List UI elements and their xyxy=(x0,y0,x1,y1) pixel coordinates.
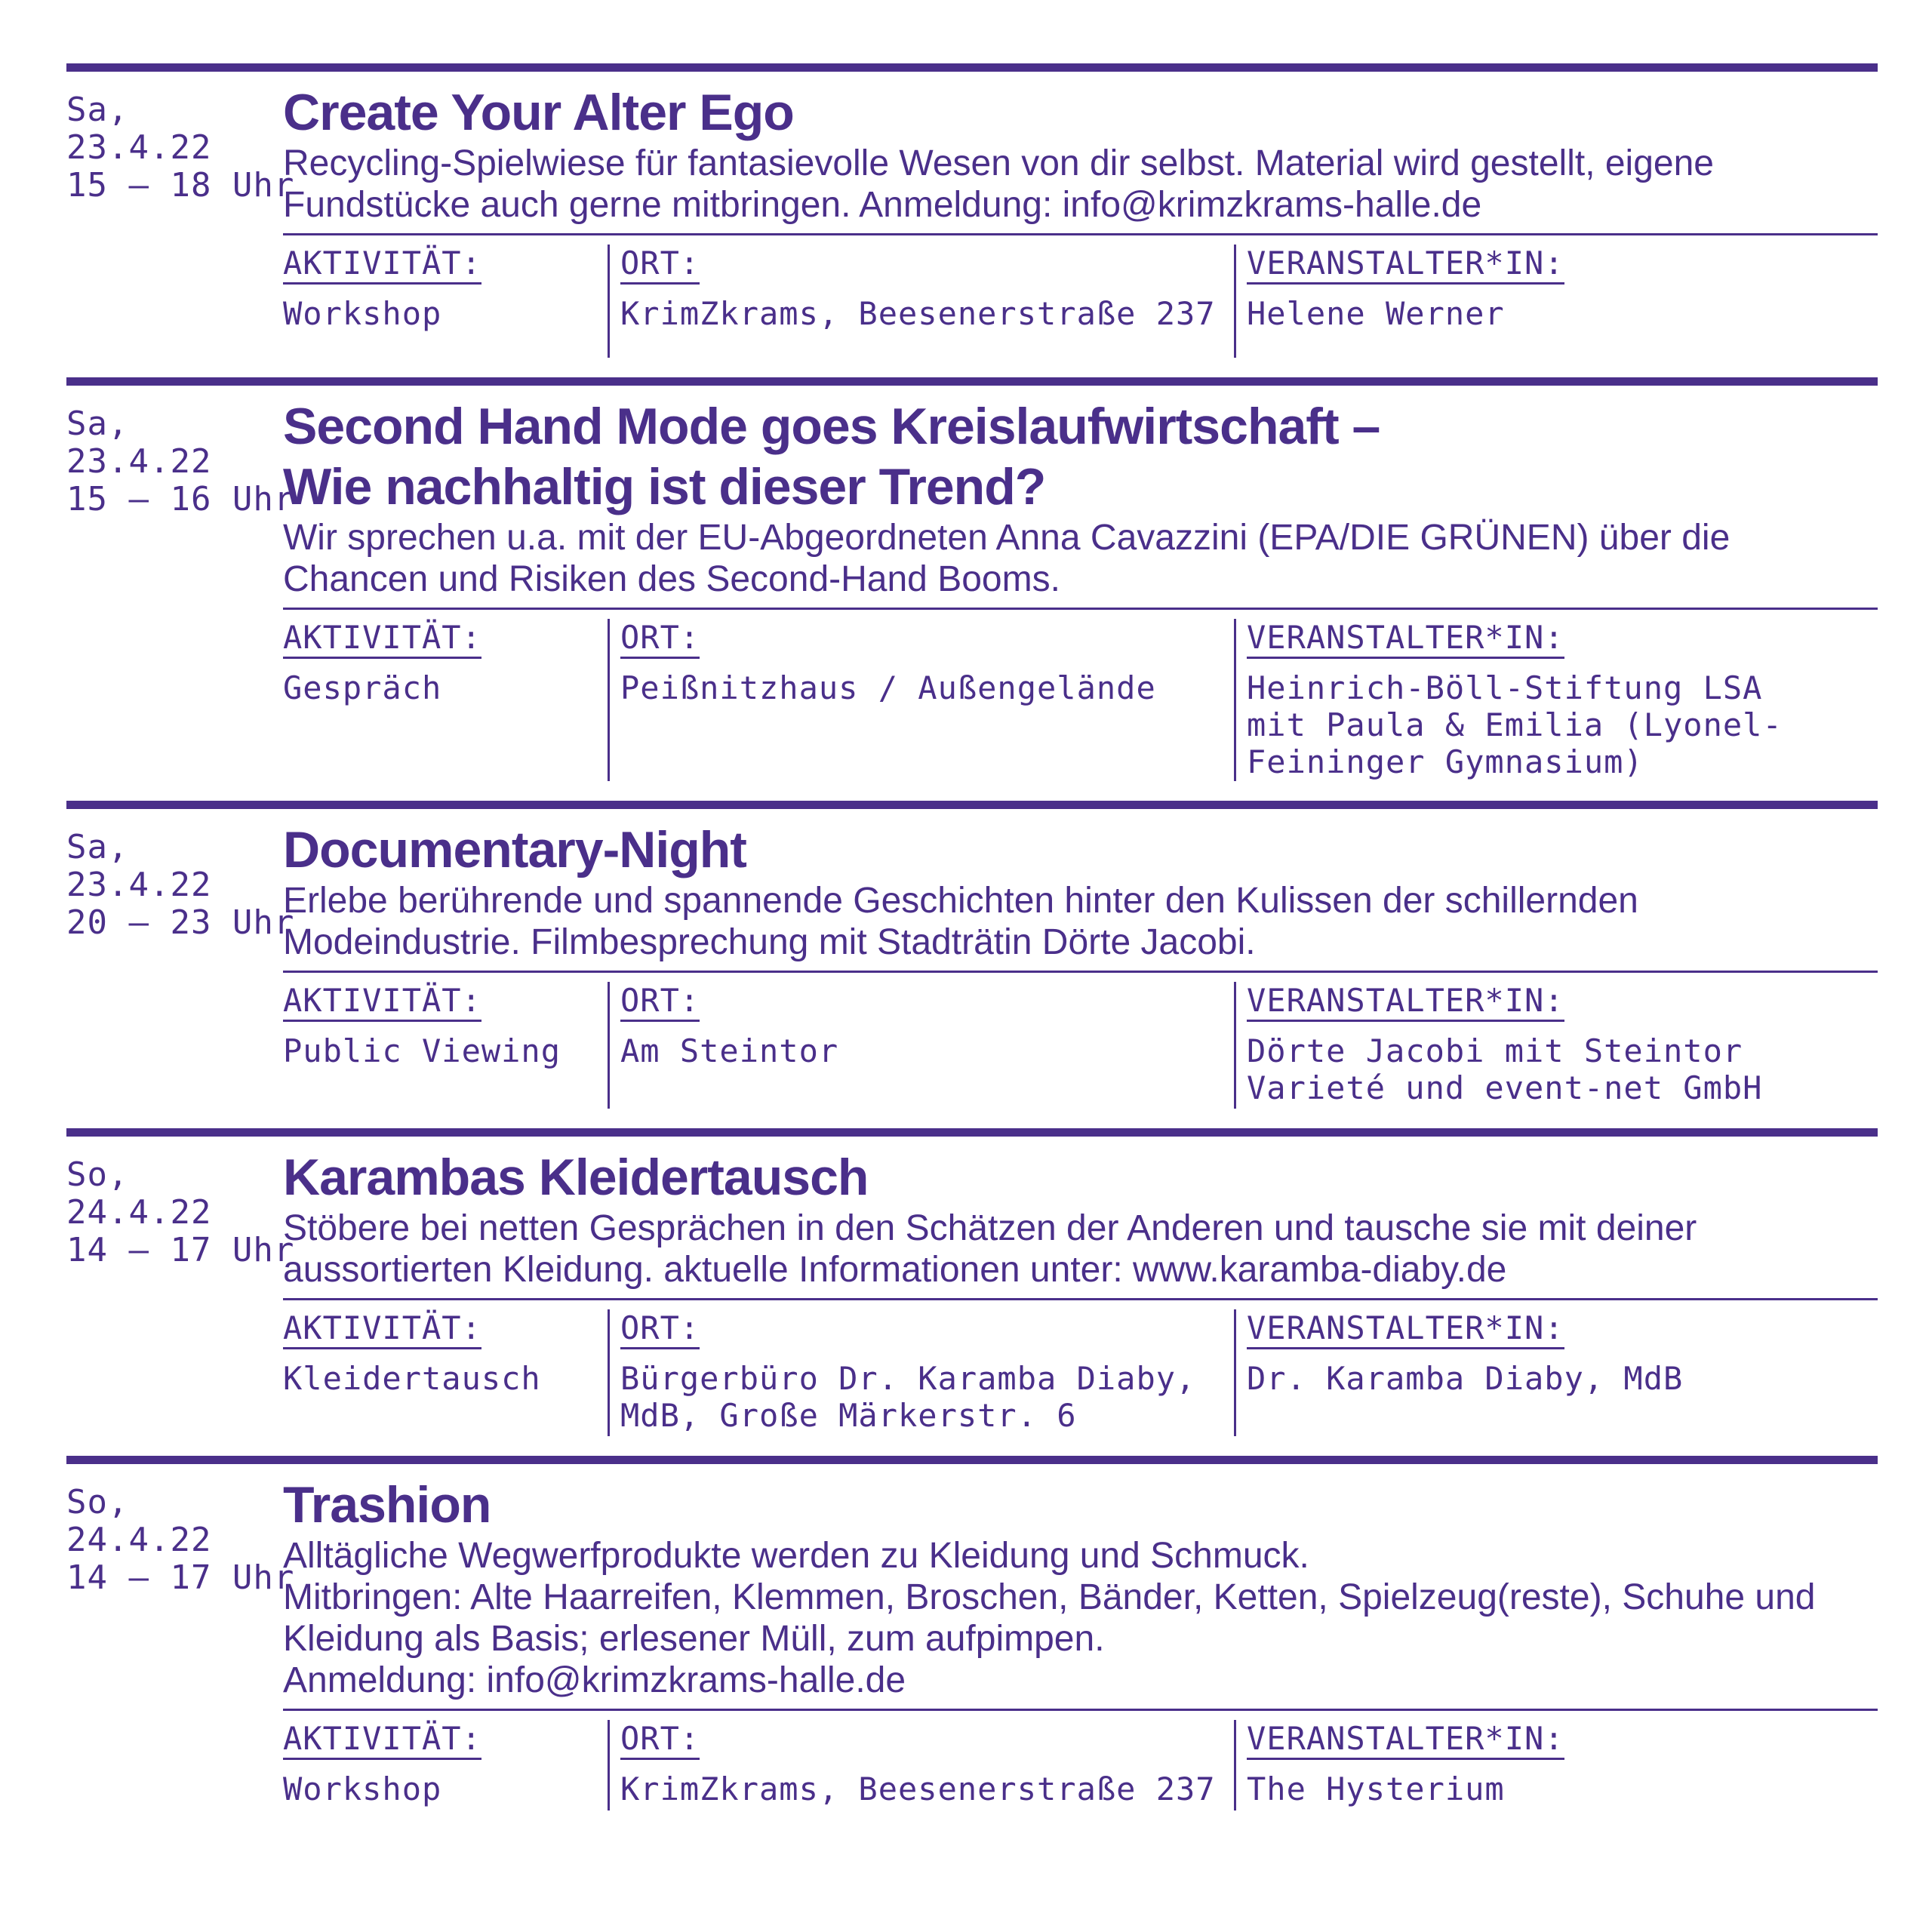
event-meta xyxy=(283,608,1878,781)
place-label: ORT: xyxy=(620,619,700,659)
event-title: Create Your Alter Ego xyxy=(283,84,794,141)
event-description: Stöbere bei netten Gesprächen in den Schätzen der Anderen und tausche sie mit deiner aussortierten Kleidung. aktuelle Informationen unter: www.karamba-diaby.de xyxy=(283,1208,1697,1290)
event-title: Documentary-Night xyxy=(283,821,746,878)
event-meta xyxy=(283,1298,1878,1436)
organizer-label: VERANSTALTER*IN: xyxy=(1247,982,1564,1022)
activity-value: Public Viewing xyxy=(283,1032,561,1069)
event-description: Recycling-Spielwiese für fantasievolle Wesen von dir selbst. Material wird gestellt, eigene Fundstücke auch gerne mitbringen. Anmeldung: info@krimzkrams-halle.de xyxy=(283,143,1714,225)
event-second-hand-mode xyxy=(66,377,1878,781)
organizer-value: The Hysterium xyxy=(1247,1770,1505,1807)
event-date: So, 24.4.22 14 – 17 Uhr xyxy=(66,1483,295,1597)
event-karambas-kleidertausch xyxy=(66,1128,1878,1436)
event-create-your-alter-ego xyxy=(66,63,1878,358)
organizer-value: Dörte Jacobi mit Steintor Varieté und event-net GmbH xyxy=(1247,1032,1763,1106)
place-value: Am Steintor xyxy=(620,1032,839,1069)
event-title: Trashion xyxy=(283,1476,491,1534)
place-value: Peißnitzhaus / Außengelände xyxy=(620,669,1156,706)
event-date: Sa, 23.4.22 15 – 16 Uhr xyxy=(66,405,295,518)
activity-value: Kleidertausch xyxy=(283,1360,541,1397)
event-date: So, 24.4.22 14 – 17 Uhr xyxy=(66,1155,295,1269)
place-label: ORT: xyxy=(620,1720,700,1760)
event-title: Second Hand Mode goes Kreislaufwirtschaft – Wie nachhaltig ist dieser Trend? xyxy=(283,398,1380,515)
activity-label: AKTIVITÄT: xyxy=(283,1720,481,1760)
event-description: Erlebe berührende und spannende Geschichten hinter den Kulissen der schillernden Modeindustrie. Filmbesprechung mit Stadträtin Dörte Jacobi. xyxy=(283,881,1638,962)
activity-label: AKTIVITÄT: xyxy=(283,619,481,659)
activity-label: AKTIVITÄT: xyxy=(283,982,481,1022)
event-date: Sa, 23.4.22 15 – 18 Uhr xyxy=(66,91,295,205)
event-date: Sa, 23.4.22 20 – 23 Uhr xyxy=(66,828,295,942)
place-value: KrimZkrams, Beesenerstraße 237 xyxy=(620,295,1216,332)
event-list xyxy=(66,63,1878,1810)
activity-label: AKTIVITÄT: xyxy=(283,1309,481,1349)
event-description: Alltägliche Wegwerfprodukte werden zu Kleidung und Schmuck. Mitbringen: Alte Haarreifen, Klemmen, Broschen, Bänder, Ketten, Spielzeug(reste), Schuhe und Kleidung als Basis; erlesener Müll, zum aufpimpen. Anmeldung: info@krimzkrams-halle.de xyxy=(283,1536,1816,1700)
activity-label: AKTIVITÄT: xyxy=(283,245,481,285)
organizer-value: Heinrich-Böll-Stiftung LSA mit Paula & Emilia (Lyonel- Feininger Gymnasium) xyxy=(1247,669,1783,780)
place-value: Bürgerbüro Dr. Karamba Diaby, MdB, Große Märkerstr. 6 xyxy=(620,1360,1196,1434)
activity-value: Workshop xyxy=(283,295,442,332)
event-title: Karambas Kleidertausch xyxy=(283,1149,869,1206)
place-label: ORT: xyxy=(620,1309,700,1349)
place-label: ORT: xyxy=(620,982,700,1022)
event-documentary-night xyxy=(66,801,1878,1109)
event-meta xyxy=(283,971,1878,1109)
activity-value: Workshop xyxy=(283,1770,442,1807)
organizer-value: Helene Werner xyxy=(1247,295,1505,332)
place-label: ORT: xyxy=(620,245,700,285)
event-description: Wir sprechen u.a. mit der EU-Abgeordneten Anna Cavazzini (EPA/DIE GRÜNEN) über die Chancen und Risiken des Second-Hand Booms. xyxy=(283,518,1730,599)
event-meta xyxy=(283,233,1878,358)
place-value: KrimZkrams, Beesenerstraße 237 xyxy=(620,1770,1216,1807)
organizer-value: Dr. Karamba Diaby, MdB xyxy=(1247,1360,1684,1397)
organizer-label: VERANSTALTER*IN: xyxy=(1247,619,1564,659)
organizer-label: VERANSTALTER*IN: xyxy=(1247,1720,1564,1760)
event-trashion xyxy=(66,1456,1878,1810)
event-meta xyxy=(283,1709,1878,1810)
activity-value: Gespräch xyxy=(283,669,442,706)
organizer-label: VERANSTALTER*IN: xyxy=(1247,1309,1564,1349)
organizer-label: VERANSTALTER*IN: xyxy=(1247,245,1564,285)
